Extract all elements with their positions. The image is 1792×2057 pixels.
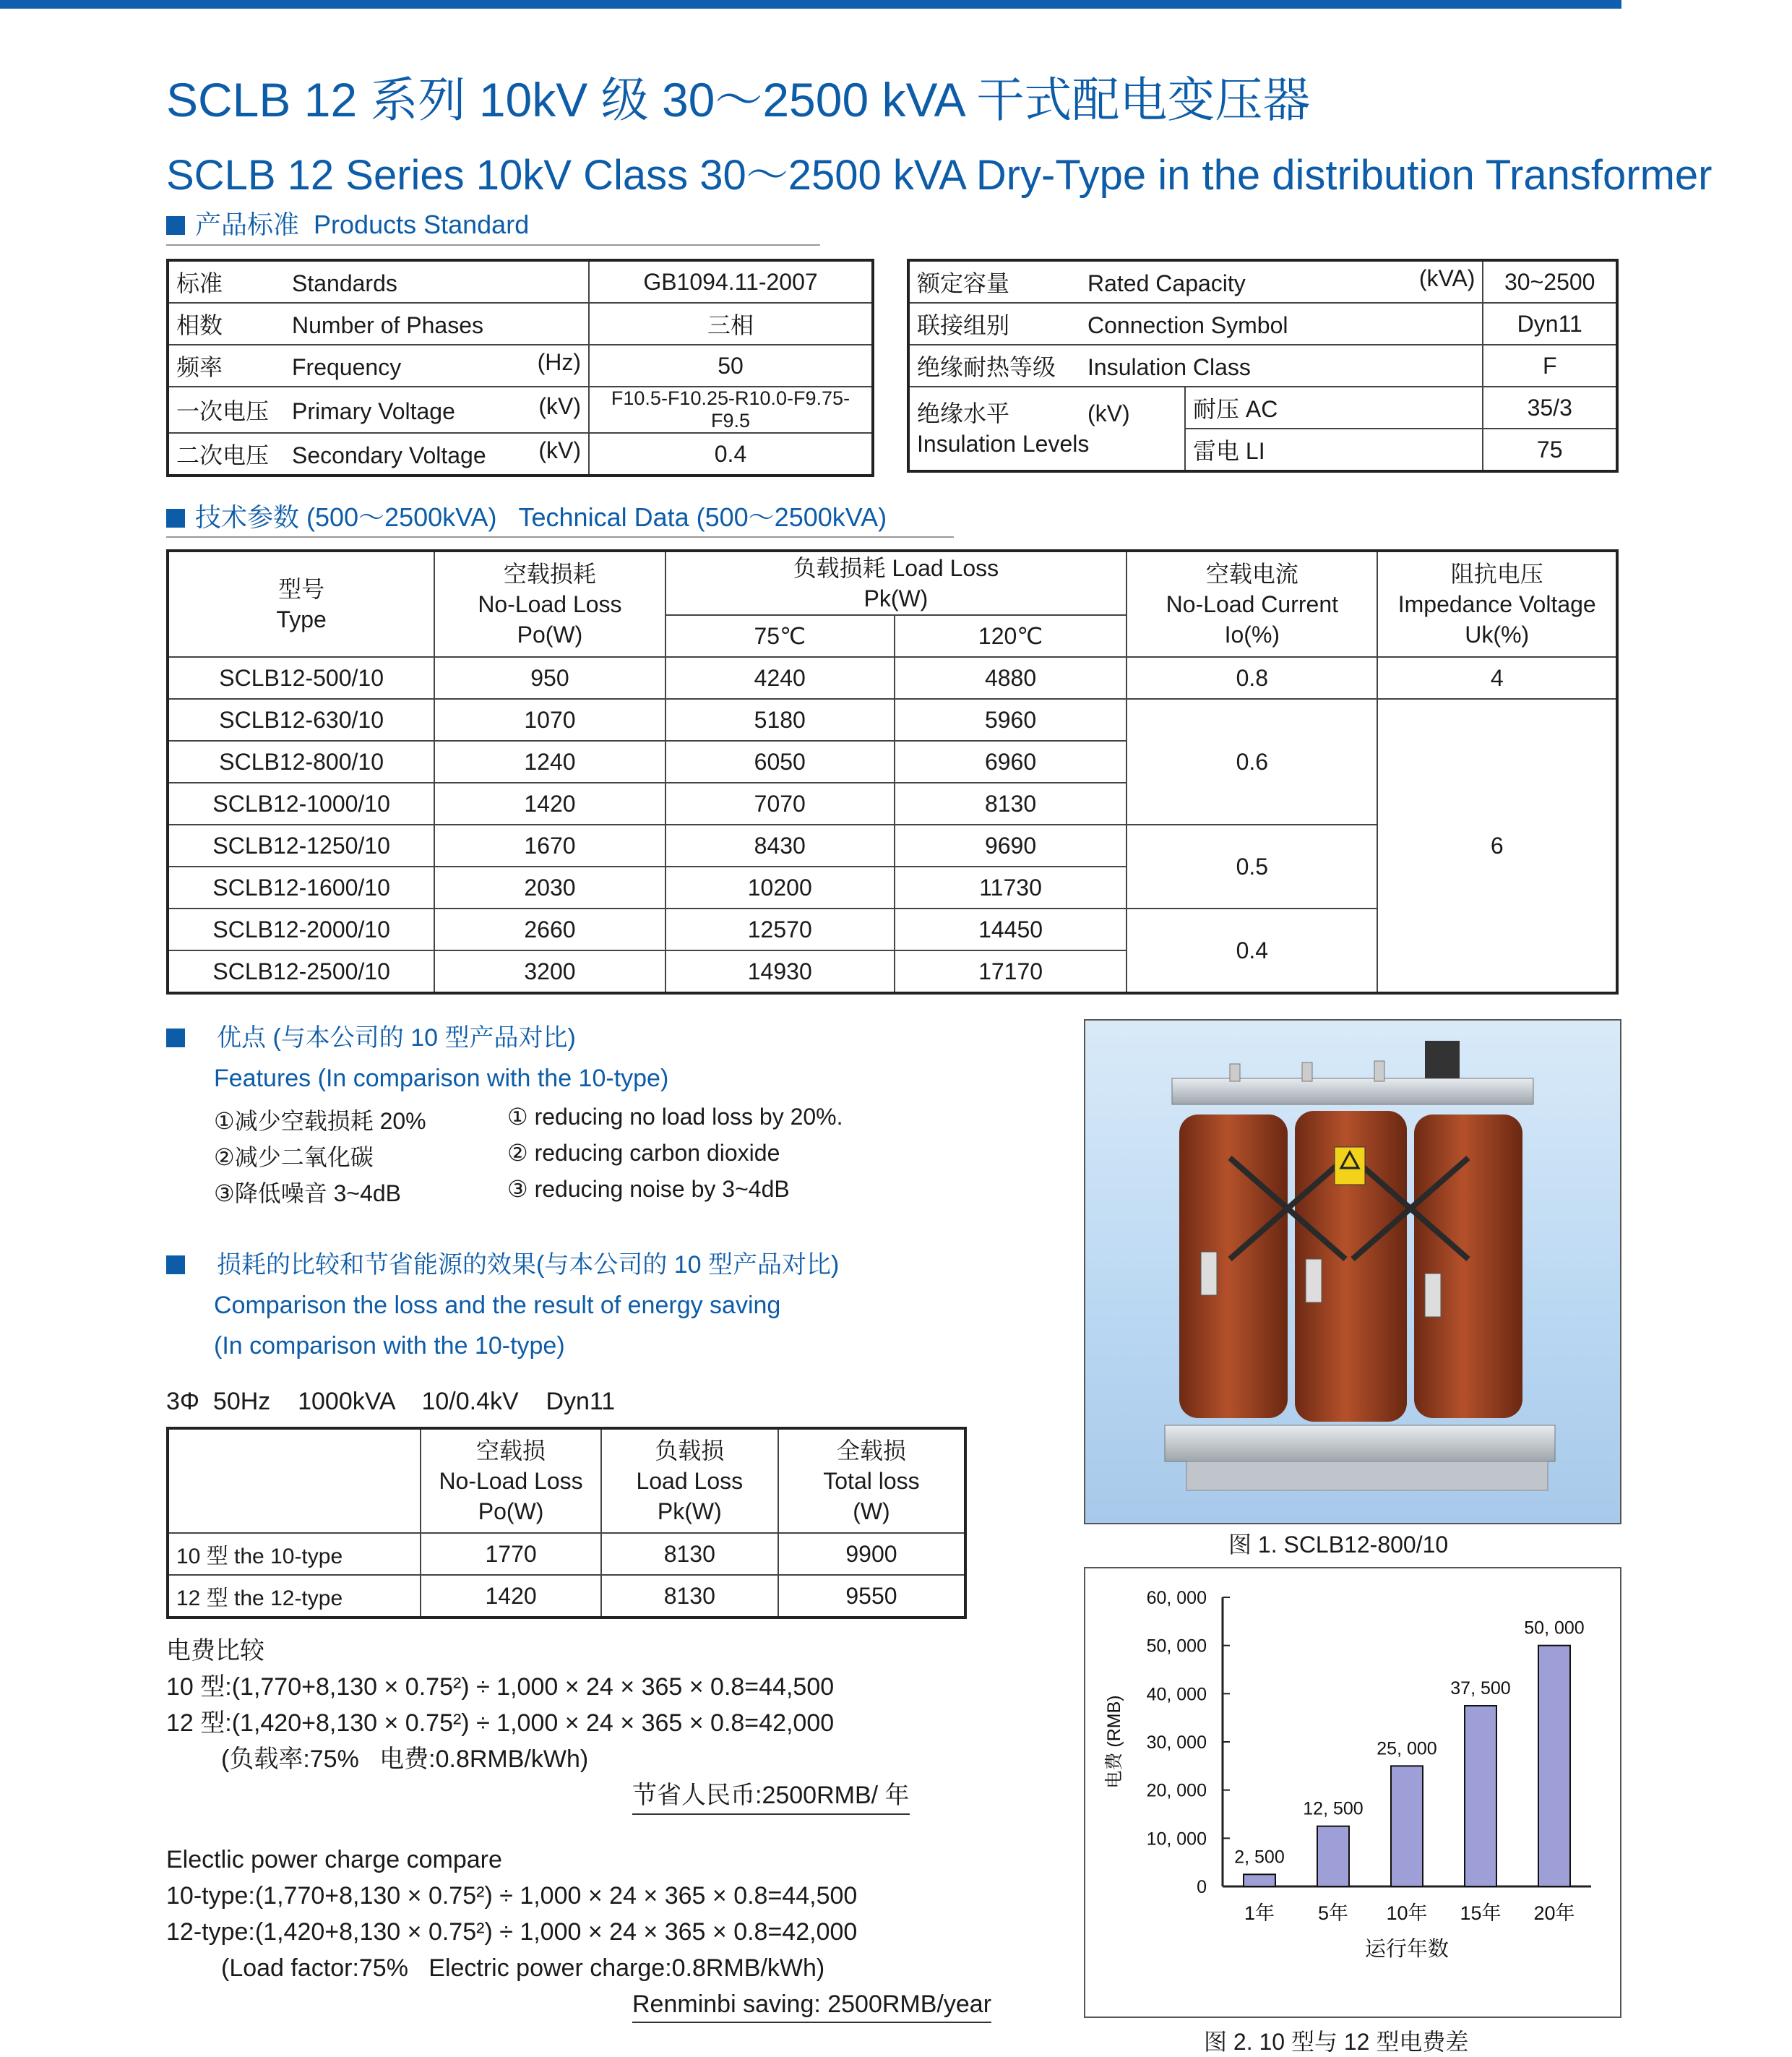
- insulation-unit: (kV): [1087, 400, 1130, 426]
- label-cn: 频率: [176, 354, 223, 380]
- charge-en-line1: 10-type:(1,770+8,130 × 0.75²) ÷ 1,000 × 24 × 365 × 0.8=44,500: [166, 1882, 858, 1910]
- loss-header-row: [168, 1428, 965, 1533]
- header-load: 负载损 Load Loss Pk(W): [601, 1428, 778, 1533]
- product-photo: [1084, 1019, 1621, 1524]
- type-cell: SCLB12-500/10: [168, 657, 434, 699]
- x-tick-label: 15年: [1460, 1902, 1502, 1924]
- header-impedance-voltage: 阻抗电压 Impedance Voltage Uk(%): [1377, 551, 1617, 657]
- comparison-heading-cn: 损耗的比较和节省能源的效果(与本公司的 10 型产品对比): [166, 1245, 839, 1285]
- standards-label-cell: [168, 387, 589, 433]
- bar-value-label: 50, 000: [1524, 1618, 1585, 1639]
- noload-current-cell: 0.5: [1127, 825, 1377, 909]
- chart-caption: 图 2. 10 型与 12 型电费差: [1204, 2029, 1469, 2055]
- top-accent-bar: [0, 0, 1621, 9]
- header-120c: 120℃: [895, 615, 1127, 657]
- y-axis-title: 电费 (RMB): [1104, 1695, 1124, 1789]
- comparison-spec: 3Φ 50Hz 1000kVA 10/0.4kV Dyn11: [166, 1388, 616, 1415]
- type-cell: 10 型 the 10-type: [168, 1533, 421, 1575]
- insulation-cn: 绝缘水平: [917, 400, 1010, 426]
- header-load-loss: 负载损耗 Load Loss Pk(W): [665, 551, 1127, 615]
- noload-loss-cell: 2030: [434, 867, 665, 909]
- li-value: 75: [1483, 429, 1617, 471]
- load-loss-75-cell: 14930: [665, 950, 895, 993]
- type-cell: SCLB12-800/10: [168, 741, 434, 783]
- standard-section-heading: [166, 205, 529, 241]
- label-en: Frequency: [292, 354, 402, 380]
- label-cn: 相数: [176, 312, 223, 338]
- noload-current-cell: 0.8: [1127, 657, 1377, 699]
- feature-item-cn: ②减少二氧化碳: [214, 1144, 374, 1170]
- header-total: 全载损 Total loss (W): [778, 1428, 965, 1533]
- bar: [1538, 1646, 1570, 1886]
- features-heading-cn: 优点 (与本公司的 10 型产品对比): [166, 1018, 576, 1058]
- noload-loss-cell: 950: [434, 657, 665, 699]
- x-tick-label: 1年: [1244, 1902, 1275, 1924]
- total-cell: 9900: [778, 1533, 965, 1575]
- insulation-row-ac: [908, 387, 1617, 429]
- charge-cn-line3: (负载率:75% 电费:0.8RMB/kWh): [221, 1745, 589, 1773]
- standards-label-cell: [168, 260, 589, 303]
- noload-loss-cell: 1240: [434, 741, 665, 783]
- label-cn: 额定容量: [917, 270, 1010, 296]
- insulation-en: Insulation Levels: [917, 431, 1090, 457]
- label-cn: 联接组别: [917, 312, 1010, 338]
- label-unit: (Hz): [537, 349, 581, 375]
- x-tick-label: 20年: [1533, 1902, 1575, 1924]
- noload-loss-cell: 1420: [434, 783, 665, 825]
- load-loss-120-cell: 11730: [895, 867, 1127, 909]
- feature-item-en: ③ reducing noise by 3~4dB: [507, 1176, 790, 1202]
- load-loss-120-cell: 14450: [895, 909, 1127, 950]
- header-blank: [168, 1428, 421, 1533]
- label-cn: 二次电压: [176, 442, 270, 468]
- type-cell: SCLB12-2000/10: [168, 909, 434, 950]
- x-tick-label: 5年: [1317, 1902, 1349, 1924]
- standards-row: [908, 303, 1617, 345]
- label-unit: (kV): [538, 393, 581, 419]
- load-loss-120-cell: 9690: [895, 825, 1127, 867]
- label-cn: 一次电压: [176, 398, 270, 424]
- ac-label: 耐压 AC: [1185, 387, 1483, 429]
- table-row: [168, 699, 1617, 741]
- header-type: 型号 Type: [168, 551, 434, 657]
- tech-heading-en: Technical Data (500～2500kVA): [518, 502, 887, 532]
- noload-current-cell: 0.4: [1127, 909, 1377, 993]
- load-loss-75-cell: 8430: [665, 825, 895, 867]
- page-title-en: SCLB 12 Series 10kV Class 30～2500 kVA Dry-Type in the distribution Transformer: [166, 152, 1713, 199]
- load-loss-120-cell: 5960: [895, 699, 1127, 741]
- standards-row: [908, 345, 1617, 387]
- bar: [1317, 1826, 1349, 1886]
- noload-loss-cell: 2660: [434, 909, 665, 950]
- charge-cn-title: 电费比较: [166, 1637, 264, 1665]
- standards-value-cell: F: [1483, 345, 1617, 387]
- bar-value-label: 2, 500: [1234, 1847, 1285, 1868]
- charge-en-title: Electlic power charge compare: [166, 1846, 502, 1873]
- type-cell: 12 型 the 12-type: [168, 1575, 421, 1618]
- x-tick-label: 10年: [1386, 1902, 1428, 1924]
- comparison-heading-en2: (In comparison with the 10-type): [214, 1332, 565, 1360]
- header-noload: 空载损 No-Load Loss Po(W): [421, 1428, 600, 1533]
- type-cell: SCLB12-630/10: [168, 699, 434, 741]
- label-en: Insulation Class: [1087, 354, 1251, 380]
- feature-item-cn: ①减少空载损耗 20%: [214, 1108, 426, 1134]
- load-cell: 8130: [601, 1533, 778, 1575]
- square-bullet-icon: [166, 509, 185, 528]
- bar-value-label: 37, 500: [1450, 1678, 1511, 1699]
- load-loss-120-cell: 8130: [895, 783, 1127, 825]
- standards-value-cell: 50: [589, 345, 873, 387]
- header-noload-current: 空载电流 No-Load Current Io(%): [1127, 551, 1377, 657]
- label-en: Rated Capacity: [1087, 270, 1246, 296]
- features-heading-en: Features (In comparison with the 10-type): [214, 1065, 669, 1092]
- noload-cell: 1770: [421, 1533, 600, 1575]
- comparison-heading-en1: Comparison the loss and the result of energy saving: [214, 1292, 781, 1319]
- square-bullet-icon: [166, 1028, 185, 1047]
- standards-table-left: [166, 259, 874, 477]
- square-bullet-icon: [166, 216, 185, 235]
- bar: [1391, 1766, 1423, 1886]
- label-unit: (kV): [538, 437, 581, 463]
- standards-label-cell: [168, 345, 589, 387]
- noload-current-cell: 0.6: [1127, 699, 1377, 825]
- y-tick-label: 10, 000: [1146, 1829, 1207, 1850]
- charge-en-line3: (Load factor:75% Electric power charge:0.8RMB/kWh): [221, 1954, 825, 1982]
- charge-en-line2: 12-type:(1,420+8,130 × 0.75²) ÷ 1,000 × 24 × 365 × 0.8=42,000: [166, 1918, 858, 1946]
- loss-comparison-table: [166, 1427, 967, 1619]
- standards-row: [168, 433, 873, 476]
- feature-item-en: ① reducing no load loss by 20%.: [507, 1104, 843, 1130]
- type-cell: SCLB12-1250/10: [168, 825, 434, 867]
- feature-item-en: ② reducing carbon dioxide: [507, 1140, 780, 1166]
- table-row: [168, 1533, 965, 1575]
- header-75c: 75℃: [665, 615, 895, 657]
- standards-value-cell: 三相: [589, 303, 873, 345]
- label-en: Connection Symbol: [1087, 312, 1288, 338]
- type-cell: SCLB12-1600/10: [168, 867, 434, 909]
- standards-value-cell: 0.4: [589, 433, 873, 476]
- noload-cell: 1420: [421, 1575, 600, 1618]
- standards-value-cell: 30~2500: [1483, 260, 1617, 303]
- electricity-cost-chart: [1084, 1567, 1621, 2018]
- standard-heading-cn: 产品标准: [195, 210, 300, 239]
- standards-row: [168, 345, 873, 387]
- standards-label-cell: [908, 303, 1483, 345]
- load-loss-75-cell: 4240: [665, 657, 895, 699]
- transformer-illustration: [1085, 1021, 1620, 1523]
- label-unit: (kVA): [1418, 265, 1476, 291]
- header-noload-loss: 空载损耗 No-Load Loss Po(W): [434, 551, 665, 657]
- type-cell: SCLB12-2500/10: [168, 950, 434, 993]
- load-loss-75-cell: 6050: [665, 741, 895, 783]
- load-loss-120-cell: 17170: [895, 950, 1127, 993]
- charge-cn-line1: 10 型:(1,770+8,130 × 0.75²) ÷ 1,000 × 24 × 365 × 0.8=44,500: [166, 1673, 835, 1701]
- bar: [1244, 1874, 1275, 1886]
- ac-value: 35/3: [1483, 387, 1617, 429]
- tech-section-heading: [166, 497, 887, 534]
- y-tick-label: 20, 000: [1146, 1780, 1207, 1801]
- noload-loss-cell: 1070: [434, 699, 665, 741]
- square-bullet-icon: [166, 1255, 185, 1274]
- label-en: Primary Voltage: [292, 398, 455, 424]
- standards-row: [168, 303, 873, 345]
- section-rule: [166, 536, 954, 538]
- chart-svg: [1085, 1568, 1620, 2017]
- load-cell: 8130: [601, 1575, 778, 1618]
- table-row: [168, 657, 1617, 699]
- standards-row: [168, 260, 873, 303]
- y-tick-label: 50, 000: [1146, 1636, 1207, 1657]
- y-tick-label: 60, 000: [1146, 1588, 1207, 1608]
- charge-en-saving: Renminbi saving: 2500RMB/year: [632, 1991, 991, 2023]
- section-rule: [166, 244, 820, 246]
- insulation-level-cell: [908, 387, 1185, 471]
- label-en: Standards: [292, 270, 397, 296]
- label-cn: 标准: [176, 270, 223, 296]
- load-loss-120-cell: 6960: [895, 741, 1127, 783]
- standards-label-cell: [168, 303, 589, 345]
- li-label: 雷电 LI: [1185, 429, 1483, 471]
- photo-caption: 图 1. SCLB12-800/10: [1228, 1532, 1449, 1558]
- total-cell: 9550: [778, 1575, 965, 1618]
- load-loss-75-cell: 10200: [665, 867, 895, 909]
- impedance-cell: 6: [1377, 699, 1617, 993]
- x-axis-title: 运行年数: [1364, 1938, 1449, 1961]
- standards-label-cell: [908, 345, 1483, 387]
- label-en: Secondary Voltage: [292, 442, 486, 468]
- load-loss-75-cell: 7070: [665, 783, 895, 825]
- load-loss-75-cell: 5180: [665, 699, 895, 741]
- standards-value-cell: F10.5-F10.25-R10.0-F9.75-F9.5: [589, 387, 873, 433]
- y-tick-label: 40, 000: [1146, 1684, 1207, 1705]
- tech-header-row: [168, 551, 1617, 615]
- feature-item-cn: ③降低噪音 3~4dB: [214, 1180, 402, 1206]
- standards-row: [908, 260, 1617, 303]
- load-loss-120-cell: 4880: [895, 657, 1127, 699]
- standards-label-cell: [908, 260, 1483, 303]
- page-title-cn: SCLB 12 系列 10kV 级 30～2500 kVA 干式配电变压器: [166, 73, 1311, 126]
- y-tick-label: 30, 000: [1146, 1732, 1207, 1753]
- noload-loss-cell: 3200: [434, 950, 665, 993]
- impedance-cell: 4: [1377, 657, 1617, 699]
- table-row: [168, 1575, 965, 1618]
- bar: [1465, 1706, 1496, 1886]
- standard-heading-en: Products Standard: [314, 210, 530, 239]
- charge-cn-line2: 12 型:(1,420+8,130 × 0.75²) ÷ 1,000 × 24 × 365 × 0.8=42,000: [166, 1709, 835, 1737]
- label-en: Number of Phases: [292, 312, 484, 338]
- bar-value-label: 12, 500: [1303, 1798, 1364, 1819]
- charge-cn-saving: 节省人民币:2500RMB/ 年: [632, 1775, 910, 1815]
- tech-heading-cn: 技术参数 (500～2500kVA): [195, 502, 497, 532]
- type-cell: SCLB12-1000/10: [168, 783, 434, 825]
- bar-value-label: 25, 000: [1377, 1738, 1437, 1759]
- label-cn: 绝缘耐热等级: [917, 354, 1056, 380]
- standards-row: [168, 387, 873, 433]
- technical-data-table: [166, 549, 1619, 995]
- standards-label-cell: [168, 433, 589, 476]
- noload-loss-cell: 1670: [434, 825, 665, 867]
- y-tick-label: 0: [1197, 1877, 1207, 1897]
- load-loss-75-cell: 12570: [665, 909, 895, 950]
- standards-table-right: [907, 259, 1619, 473]
- standards-value-cell: Dyn11: [1483, 303, 1617, 345]
- standards-value-cell: GB1094.11-2007: [589, 260, 873, 303]
